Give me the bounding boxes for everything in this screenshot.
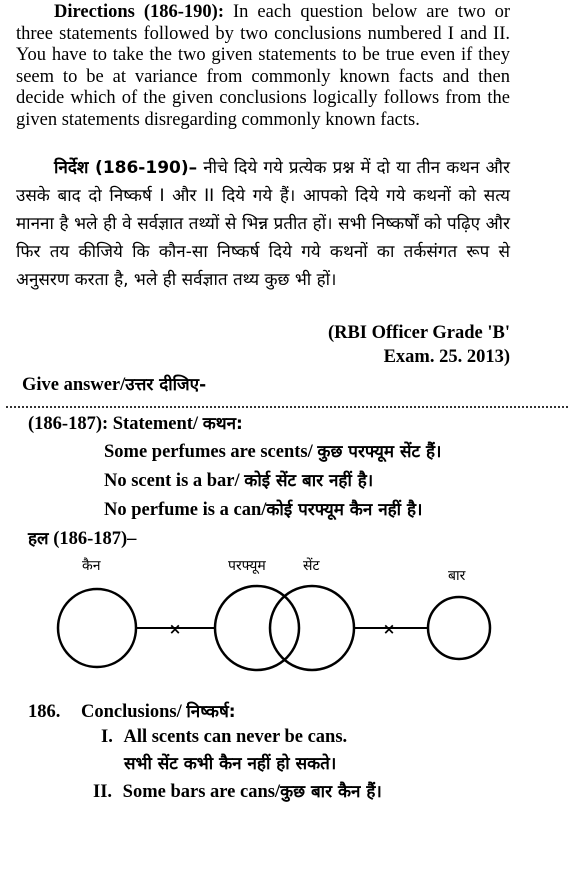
give-answer-hi: उत्तर दीजिए- [125, 375, 207, 395]
conclusions-label-hi: निष्कर्ष: [186, 702, 236, 722]
give-answer-en: Give answer/ [22, 375, 126, 395]
statement-1-en: Some perfumes are scents/ [104, 442, 318, 462]
statement-header-en: (186-187): Statement/ [28, 414, 203, 434]
conclusion-1 [101, 727, 347, 748]
cross-mark-1: × [168, 620, 182, 638]
section-divider [6, 406, 568, 408]
conclusion-2-en: Some bars are cans/ [122, 782, 281, 802]
venn-diagram [0, 578, 576, 678]
exam-reference-line1: (RBI Officer Grade 'B' [327, 323, 510, 343]
conclusion-1-number: I. [101, 727, 113, 747]
conclusion-2-hi: कुछ बार कैन हैं। [280, 782, 382, 802]
circle-bar [428, 597, 490, 659]
statement-2-en: No scent is a bar/ [104, 471, 245, 491]
conclusion-1-hindi [124, 751, 336, 775]
conclusion-1-hi: सभी सेंट कभी कैन नहीं हो सकते। [124, 754, 337, 774]
statement-2-hi: कोई सेंट बार नहीं है। [244, 471, 374, 491]
circle-can [58, 589, 136, 667]
nirdesh-heading: निर्देश (186-190)– [54, 158, 198, 178]
statement-3-en: No perfume is a can/ [104, 500, 267, 520]
give-answer [22, 372, 206, 396]
directions-text: In each question below are two or three statements followed by two conclusions numbered I and II. You have to take the two given statements to be true even if they seem to be at variance from commonly known facts and then decide which of the given conclusions logically follows from the given statements disregarding commonly known facts. [16, 2, 511, 130]
directions-heading: Directions (186-190): [54, 2, 224, 22]
conclusion-2-number: II. [93, 782, 113, 802]
conclusion-2 [93, 779, 382, 803]
question-number: 186. [28, 702, 61, 722]
solution-label [28, 526, 136, 550]
circle-scent [270, 586, 354, 670]
statement-2 [104, 468, 373, 492]
label-can: कैन [82, 558, 101, 574]
statement-1 [104, 439, 441, 463]
label-scent: सेंट [303, 558, 320, 574]
statement-1-hi: कुछ परफ्यूम सेंट हैं। [317, 442, 442, 462]
cross-mark-2: × [382, 620, 396, 638]
conclusion-1-en: All scents can never be cans. [123, 727, 348, 747]
statement-3 [104, 497, 422, 521]
label-perfume: परफ्यूम [228, 558, 266, 574]
conclusions-label-en: Conclusions/ [81, 702, 187, 722]
statement-header-hi: कथन: [202, 414, 243, 434]
solution-label-en: (186-187)– [48, 529, 137, 549]
solution-label-hi: हल [28, 529, 49, 549]
question-186-header [28, 699, 236, 723]
statement-3-hi: कोई परफ्यूम कैन नहीं है। [266, 500, 423, 520]
nirdesh-paragraph [16, 154, 510, 294]
circle-perfume [215, 586, 299, 670]
directions-paragraph [16, 2, 510, 131]
nirdesh-text: नीचे दिये गये प्रत्येक प्रश्न में दो या तीन कथन और उसके बाद दो निष्कर्ष I और II दिये गये हैं। आपको दिये गये कथनों को सत्य मानना है भले ही वे सर्वज्ञात तथ्यों से भिन्न प्रतीत हों। सभी निष्कर्षों को पढ़िए और फिर तय कीजिये कि कौन-सा निष्कर्ष दिये गये कथनों का तर्कसंगत रूप से अनुसरण करता है, भले ही सर्वज्ञात तथ्य कुछ भी हों। [16, 158, 511, 290]
label-bar: बार [448, 568, 466, 584]
statement-header [28, 411, 243, 435]
exam-reference-line2: Exam. 25. 2013) [383, 347, 510, 367]
